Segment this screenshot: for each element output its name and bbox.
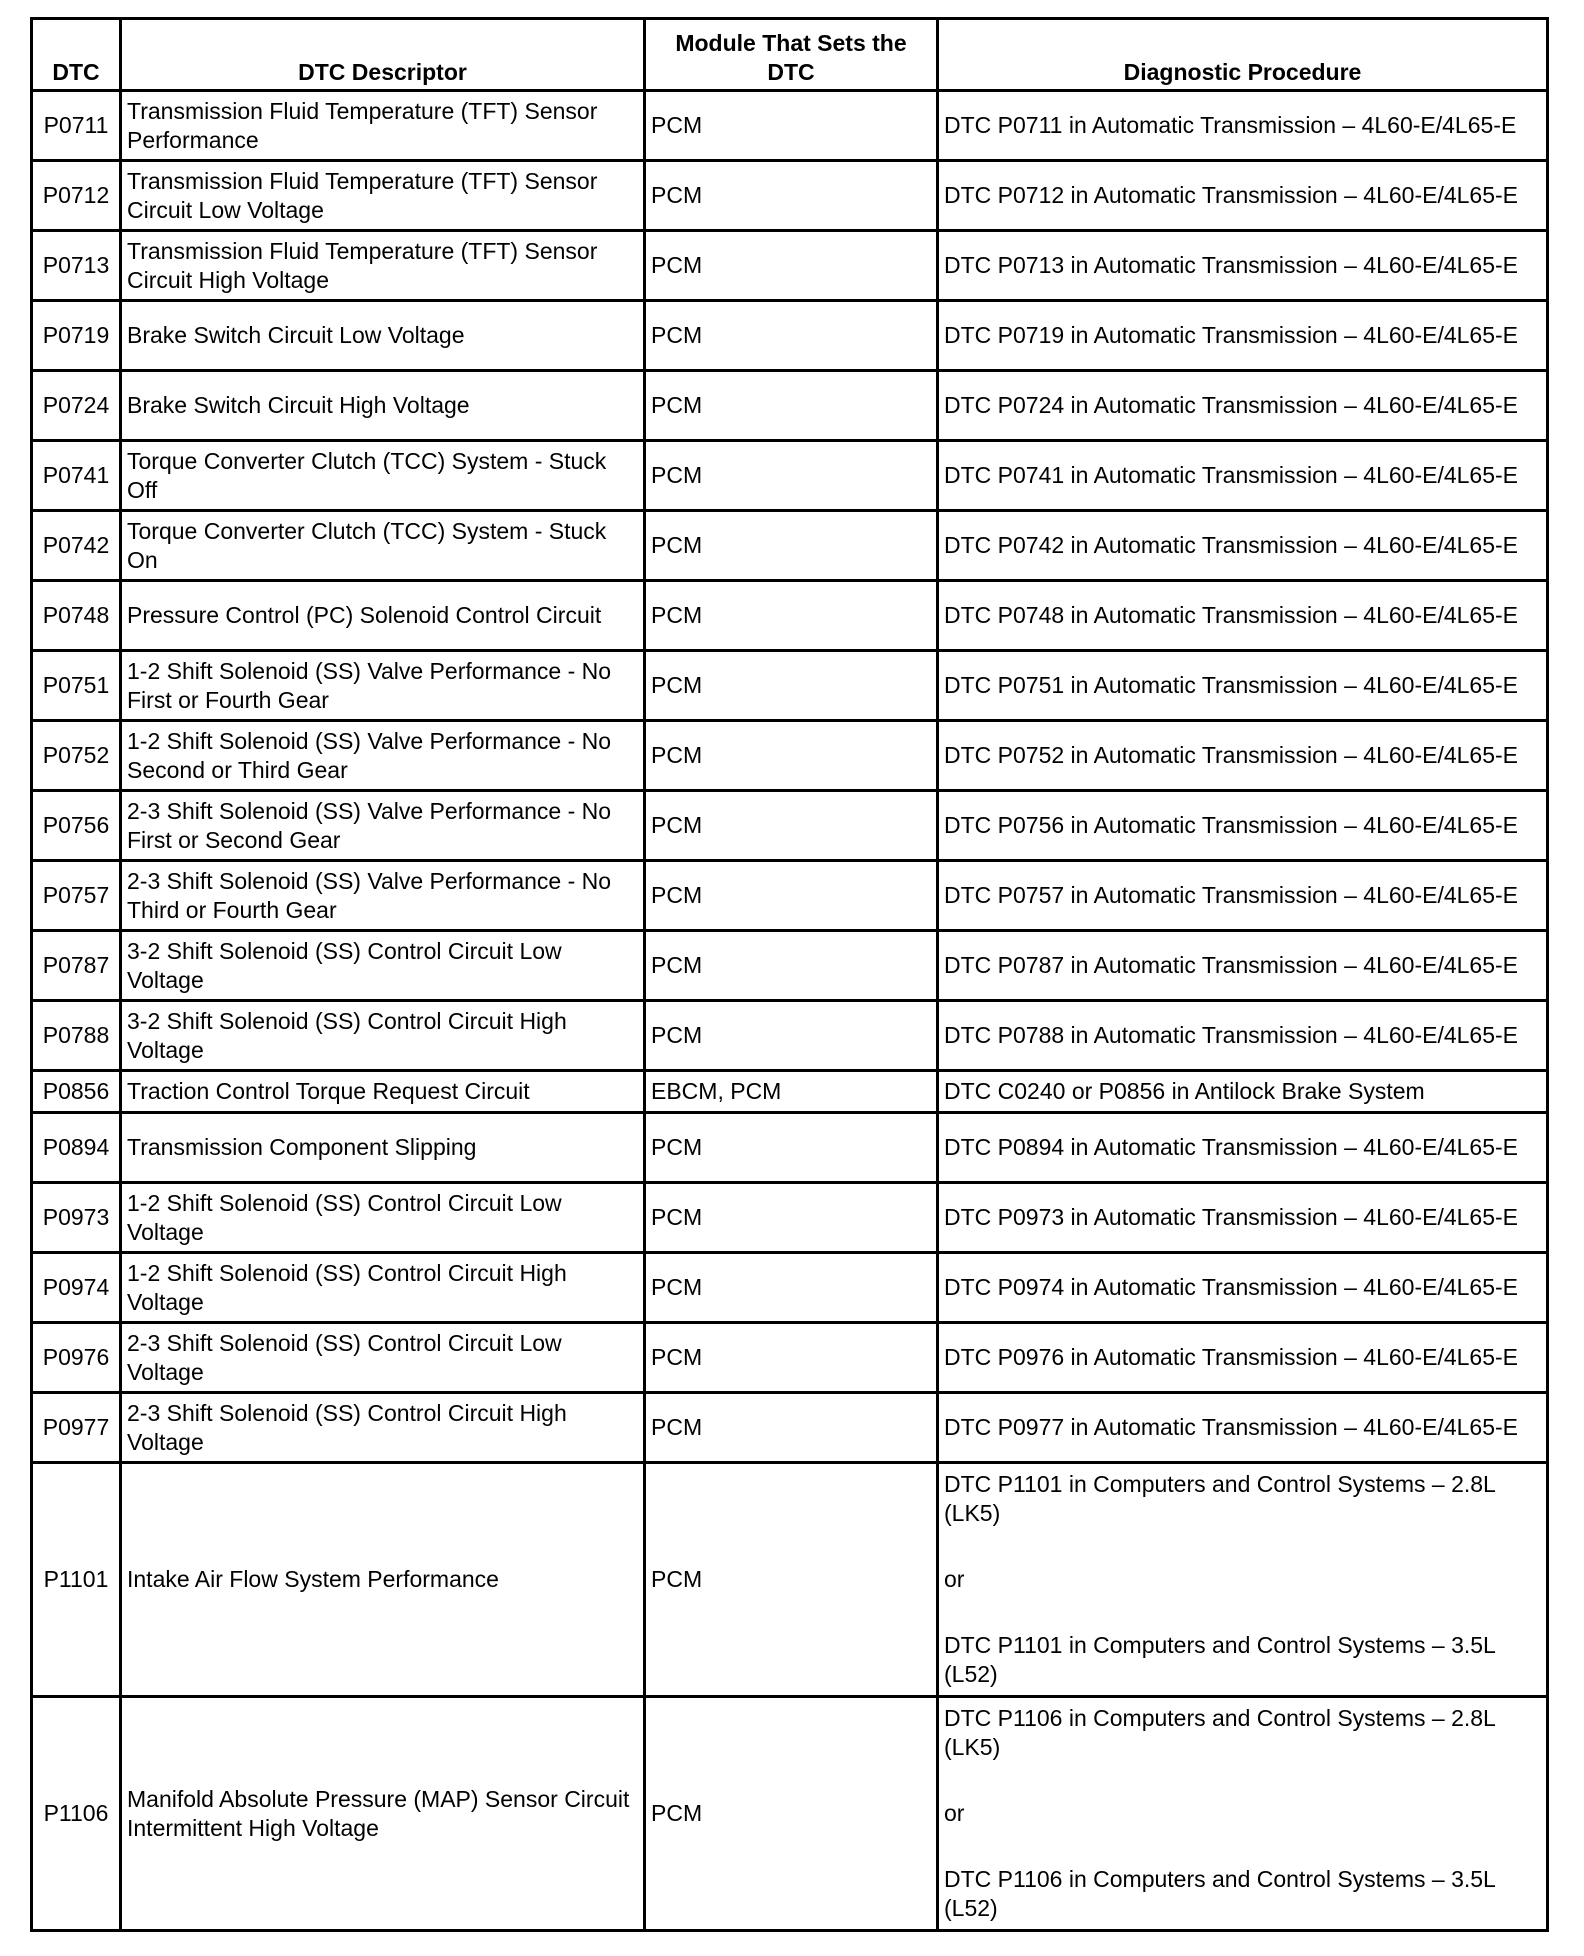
dtc-module: PCM: [645, 161, 938, 231]
table-row: [32, 301, 1548, 371]
table-row: [32, 791, 1548, 861]
dtc-code: P0757: [32, 861, 121, 931]
dtc-module: PCM: [645, 1001, 938, 1071]
dtc-descriptor: 1-2 Shift Solenoid (SS) Control Circuit High Voltage: [121, 1253, 645, 1323]
dtc-code: P0976: [32, 1323, 121, 1393]
dtc-descriptor: 1-2 Shift Solenoid (SS) Valve Performance - No Second or Third Gear: [121, 721, 645, 791]
dtc-procedure: DTC P0756 in Automatic Transmission – 4L60-E/4L65-E: [938, 791, 1548, 861]
dtc-module: PCM: [645, 791, 938, 861]
table-row: [32, 721, 1548, 791]
dtc-code: P0788: [32, 1001, 121, 1071]
dtc-descriptor: 1-2 Shift Solenoid (SS) Control Circuit Low Voltage: [121, 1183, 645, 1253]
dtc-code: P0748: [32, 581, 121, 651]
table-row: [32, 581, 1548, 651]
dtc-module: PCM: [645, 581, 938, 651]
dtc-procedure: DTC C0240 or P0856 in Antilock Brake System: [938, 1071, 1548, 1113]
table-header-row: [32, 19, 1548, 91]
dtc-module: PCM: [645, 1253, 938, 1323]
table-row: [32, 91, 1548, 161]
dtc-procedure: DTC P0711 in Automatic Transmission – 4L60-E/4L65-E: [938, 91, 1548, 161]
dtc-code: P0741: [32, 441, 121, 511]
dtc-code: P0756: [32, 791, 121, 861]
table-row: [32, 1697, 1548, 1931]
dtc-module: PCM: [645, 1183, 938, 1253]
dtc-procedure: DTC P0788 in Automatic Transmission – 4L60-E/4L65-E: [938, 1001, 1548, 1071]
table-row: [32, 161, 1548, 231]
dtc-procedure: DTC P0713 in Automatic Transmission – 4L60-E/4L65-E: [938, 231, 1548, 301]
procedure-option-b: DTC P1101 in Computers and Control Systems – 3.5L (L52): [944, 1632, 1495, 1687]
procedure-or: or: [944, 1566, 965, 1592]
dtc-module: PCM: [645, 301, 938, 371]
table-row: [32, 231, 1548, 301]
dtc-code: P0719: [32, 301, 121, 371]
dtc-code: P0856: [32, 1071, 121, 1113]
dtc-code: P0742: [32, 511, 121, 581]
procedure-or: or: [944, 1800, 965, 1826]
dtc-descriptor: Pressure Control (PC) Solenoid Control Circuit: [121, 581, 645, 651]
header-descriptor: DTC Descriptor: [121, 19, 645, 91]
dtc-code: P1101: [32, 1463, 121, 1697]
dtc-code: P1106: [32, 1697, 121, 1931]
dtc-descriptor: 1-2 Shift Solenoid (SS) Valve Performance - No First or Fourth Gear: [121, 651, 645, 721]
table-row: [32, 1463, 1548, 1697]
dtc-descriptor: 2-3 Shift Solenoid (SS) Control Circuit Low Voltage: [121, 1323, 645, 1393]
dtc-descriptor: 3-2 Shift Solenoid (SS) Control Circuit Low Voltage: [121, 931, 645, 1001]
dtc-descriptor: Transmission Component Slipping: [121, 1113, 645, 1183]
dtc-descriptor: Transmission Fluid Temperature (TFT) Sensor Circuit High Voltage: [121, 231, 645, 301]
dtc-code: P0977: [32, 1393, 121, 1463]
dtc-module: PCM: [645, 1323, 938, 1393]
dtc-module: EBCM, PCM: [645, 1071, 938, 1113]
dtc-code: P0787: [32, 931, 121, 1001]
table-row: [32, 1393, 1548, 1463]
dtc-module: PCM: [645, 931, 938, 1001]
table-row: [32, 861, 1548, 931]
dtc-descriptor: Manifold Absolute Pressure (MAP) Sensor Circuit Intermittent High Voltage: [121, 1697, 645, 1931]
dtc-procedure: DTC P0742 in Automatic Transmission – 4L60-E/4L65-E: [938, 511, 1548, 581]
dtc-code: P0751: [32, 651, 121, 721]
dtc-procedure: DTC P0752 in Automatic Transmission – 4L60-E/4L65-E: [938, 721, 1548, 791]
dtc-descriptor: Traction Control Torque Request Circuit: [121, 1071, 645, 1113]
dtc-descriptor: Transmission Fluid Temperature (TFT) Sensor Performance: [121, 91, 645, 161]
procedure-option-b: DTC P1106 in Computers and Control Systems – 3.5L (L52): [944, 1866, 1495, 1921]
dtc-code: P0712: [32, 161, 121, 231]
dtc-table: [30, 17, 1549, 1932]
dtc-procedure: DTC P0976 in Automatic Transmission – 4L60-E/4L65-E: [938, 1323, 1548, 1393]
table-row: [32, 1113, 1548, 1183]
dtc-code: P0974: [32, 1253, 121, 1323]
procedure-option-a: DTC P1101 in Computers and Control Systems – 2.8L (LK5): [944, 1471, 1495, 1526]
table-row: [32, 1183, 1548, 1253]
dtc-module: PCM: [645, 231, 938, 301]
dtc-procedure: DTC P0974 in Automatic Transmission – 4L60-E/4L65-E: [938, 1253, 1548, 1323]
dtc-descriptor: 2-3 Shift Solenoid (SS) Valve Performance - No Third or Fourth Gear: [121, 861, 645, 931]
dtc-module: PCM: [645, 91, 938, 161]
dtc-procedure: DTC P0724 in Automatic Transmission – 4L60-E/4L65-E: [938, 371, 1548, 441]
dtc-module: PCM: [645, 441, 938, 511]
header-dtc: DTC: [32, 19, 121, 91]
dtc-procedure: DTC P0894 in Automatic Transmission – 4L60-E/4L65-E: [938, 1113, 1548, 1183]
table-row: [32, 1253, 1548, 1323]
dtc-module: PCM: [645, 1113, 938, 1183]
dtc-descriptor: 2-3 Shift Solenoid (SS) Control Circuit High Voltage: [121, 1393, 645, 1463]
dtc-module: PCM: [645, 371, 938, 441]
dtc-procedure: DTC P0757 in Automatic Transmission – 4L60-E/4L65-E: [938, 861, 1548, 931]
dtc-code: P0894: [32, 1113, 121, 1183]
dtc-descriptor: Torque Converter Clutch (TCC) System - Stuck Off: [121, 441, 645, 511]
dtc-module: PCM: [645, 861, 938, 931]
table-row: [32, 511, 1548, 581]
dtc-code: P0724: [32, 371, 121, 441]
dtc-procedure: DTC P0712 in Automatic Transmission – 4L60-E/4L65-E: [938, 161, 1548, 231]
table-row: [32, 371, 1548, 441]
dtc-code: P0752: [32, 721, 121, 791]
dtc-code: P0711: [32, 91, 121, 161]
table-row: [32, 931, 1548, 1001]
header-procedure: Diagnostic Procedure: [938, 19, 1548, 91]
dtc-procedure: DTC P0719 in Automatic Transmission – 4L60-E/4L65-E: [938, 301, 1548, 371]
dtc-code: P0973: [32, 1183, 121, 1253]
dtc-descriptor: Brake Switch Circuit High Voltage: [121, 371, 645, 441]
dtc-procedure: DTC P0748 in Automatic Transmission – 4L60-E/4L65-E: [938, 581, 1548, 651]
dtc-descriptor: 3-2 Shift Solenoid (SS) Control Circuit High Voltage: [121, 1001, 645, 1071]
dtc-module: PCM: [645, 651, 938, 721]
dtc-module: PCM: [645, 1697, 938, 1931]
dtc-descriptor: Transmission Fluid Temperature (TFT) Sensor Circuit Low Voltage: [121, 161, 645, 231]
procedure-option-a: DTC P1106 in Computers and Control Systems – 2.8L (LK5): [944, 1705, 1495, 1760]
dtc-module: PCM: [645, 1463, 938, 1697]
table-row: [32, 1323, 1548, 1393]
dtc-descriptor: Intake Air Flow System Performance: [121, 1463, 645, 1697]
dtc-procedure: [938, 1697, 1548, 1931]
dtc-descriptor: 2-3 Shift Solenoid (SS) Valve Performance - No First or Second Gear: [121, 791, 645, 861]
dtc-procedure: DTC P0751 in Automatic Transmission – 4L60-E/4L65-E: [938, 651, 1548, 721]
dtc-module: PCM: [645, 721, 938, 791]
dtc-procedure: DTC P0741 in Automatic Transmission – 4L60-E/4L65-E: [938, 441, 1548, 511]
table-row: [32, 441, 1548, 511]
dtc-module: PCM: [645, 1393, 938, 1463]
dtc-procedure: DTC P0787 in Automatic Transmission – 4L60-E/4L65-E: [938, 931, 1548, 1001]
dtc-descriptor: Brake Switch Circuit Low Voltage: [121, 301, 645, 371]
header-module: Module That Sets the DTC: [645, 19, 938, 91]
dtc-procedure: [938, 1463, 1548, 1697]
table-row: [32, 651, 1548, 721]
dtc-code: P0713: [32, 231, 121, 301]
dtc-procedure: DTC P0977 in Automatic Transmission – 4L60-E/4L65-E: [938, 1393, 1548, 1463]
table-row: [32, 1071, 1548, 1113]
dtc-procedure: DTC P0973 in Automatic Transmission – 4L60-E/4L65-E: [938, 1183, 1548, 1253]
table-row: [32, 1001, 1548, 1071]
dtc-module: PCM: [645, 511, 938, 581]
dtc-descriptor: Torque Converter Clutch (TCC) System - Stuck On: [121, 511, 645, 581]
